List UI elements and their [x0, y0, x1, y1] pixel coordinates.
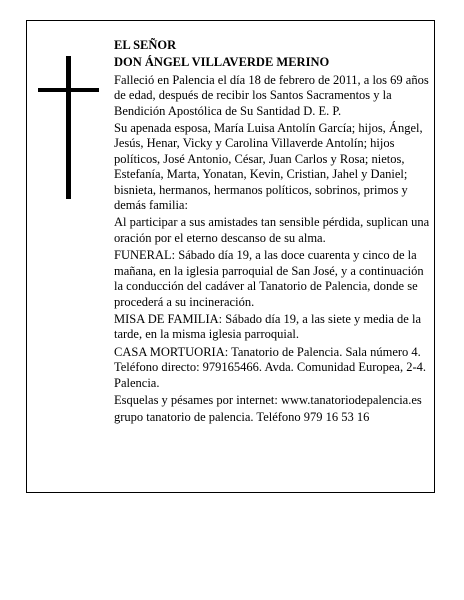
prayer-request: Al participar a sus amistades tan sensible pérdida, suplican una oración por el eterno descanso de su alma.	[114, 215, 430, 245]
death-announcement: Falleció en Palencia el día 18 de febrero de 2011, a los 69 años de edad, después de recibir los Santos Sacramentos y la Bendición Apostólica de Su Santidad D. E. P.	[114, 72, 429, 118]
notice-title: EL SEÑOR	[114, 38, 177, 52]
funeral-info: FUNERAL: Sábado día 19, a las doce cuarenta y cinco de la mañana, en la iglesia parroquial de San José, y a continuación la conducción del cadáver al Tanatorio de Palencia, donde se procederá a su incineración.	[114, 248, 424, 309]
obituary-text	[114, 38, 430, 428]
funeral-home-info: CASA MORTUORIA: Tanatorio de Palencia. Sala número 4. Teléfono directo: 979165466. Avda. Comunidad Europea, 2-4. Palencia.	[114, 344, 427, 390]
deceased-name: DON ÁNGEL VILLAVERDE MERINO	[114, 55, 330, 70]
family-list: Su apenada esposa, María Luisa Antolín García; hijos, Ángel, Jesús, Henar, Vicky y Carolina Villaverde Antolín; hijos políticos, José Antonio, César, Juan Carlos y Rosa; nietos, Estefanía, Marta, Yonatan, Kevin, Cristian, Jahel y Daniel; bisnieta, hermanos, hermanos políticos, sobrinos, primos y demás familia:	[114, 121, 423, 213]
cross-horizontal-bar	[38, 88, 99, 92]
obituary-frame	[26, 20, 435, 493]
cross-vertical-bar	[66, 56, 71, 199]
online-condolences: Esquelas y pésames por internet: www.tanatoriodepalencia.es	[114, 392, 422, 407]
family-mass-info: MISA DE FAMILIA: Sábado día 19, a las siete y media de la tarde, en la misma iglesia parroquial.	[114, 311, 422, 342]
funeral-group-phone: grupo tanatorio de palencia. Teléfono 979 16 53 16	[114, 410, 370, 425]
